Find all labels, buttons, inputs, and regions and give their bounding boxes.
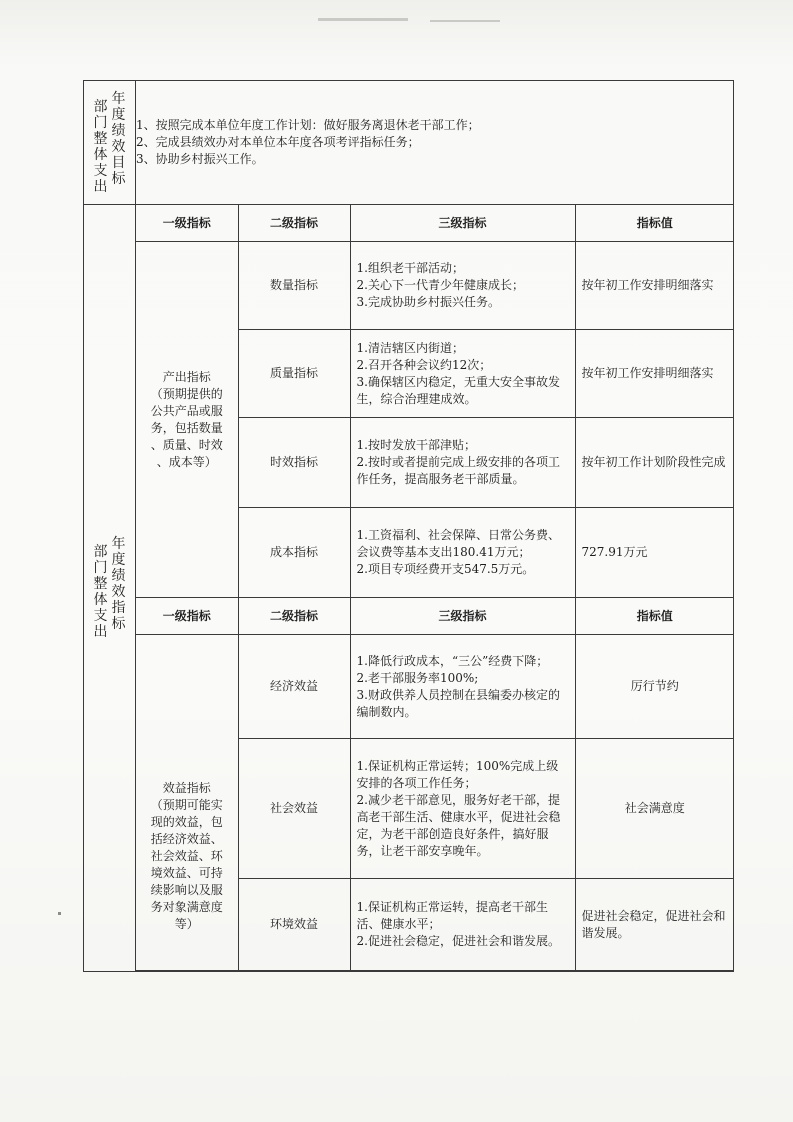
indicator-label-char: 门: [93, 560, 108, 576]
level3-line: 2.减少老干部意见，服务好老干部，提高老干部生活、健康水平，促进社会稳定，为老干部创造良好条件，搞好服务，让老干部安享晚年。: [356, 792, 561, 858]
goal-label-char: 标: [111, 170, 126, 187]
value-quantity: 按年初工作安排明细落实: [575, 242, 734, 330]
indicator-label-char: 标: [111, 616, 126, 632]
goal-label-char: 效: [111, 138, 126, 155]
level3-line: 2.按时或者提前完成上级安排的各项工作任务，提高服务老干部质量。: [356, 455, 560, 486]
level2-social: 社会效益: [238, 739, 350, 879]
value-economic: 厉行节约: [575, 635, 734, 739]
goal-vertical-label: [84, 91, 135, 195]
indicator-label-char: 指: [111, 600, 126, 616]
indicator-label-char: 绩: [111, 568, 126, 584]
goal-label-char: 年: [111, 90, 126, 107]
level3-line: 1.组织老干部活动；: [356, 261, 464, 275]
goal-label-col1: [93, 91, 109, 195]
goal-label-char: 支: [93, 162, 108, 179]
benefit-header-row: [136, 598, 734, 635]
level3-line: 2.老干部服务率100%;: [356, 670, 479, 685]
output-level1-cell: [136, 242, 238, 598]
benefit-level1-line: 社会效益、环: [150, 849, 223, 863]
benefit-level1-cell: [136, 635, 238, 971]
goal-item: 3、协助乡村振兴工作。: [136, 152, 264, 166]
goal-label-char: 度: [111, 106, 126, 123]
goal-content-cell: [136, 81, 734, 205]
header-level2: 二级指标: [238, 598, 350, 635]
level2-quality: 质量指标: [238, 330, 350, 418]
value-quality: 按年初工作安排明细落实: [575, 330, 734, 418]
indicator-label-char: 度: [111, 552, 126, 568]
level3-line: 3.财政供养人员控制在县编委办核定的编制数内。: [356, 687, 560, 719]
benefit-level1-line: 务对象满意度: [150, 900, 223, 914]
indicator-vertical-label: [84, 536, 135, 640]
level3-environment: [350, 879, 575, 971]
goal-label-col2: [111, 91, 127, 195]
level3-line: 1.降低行政成本，“三公”经费下降；: [356, 653, 549, 668]
goal-label-char: 体: [93, 146, 108, 163]
header-value: 指标值: [575, 598, 734, 635]
scan-mark-top: [318, 18, 408, 21]
value-environment: 促进社会稳定，促进社会和谐发展。: [575, 879, 734, 971]
level3-quantity: [350, 242, 575, 330]
benefit-level1-line: 等）: [174, 917, 199, 931]
level2-environment: 环境效益: [238, 879, 350, 971]
indicator-label-col1: [93, 536, 109, 640]
header-level3: 三级指标: [350, 598, 575, 635]
indicator-label-char: 体: [93, 592, 108, 608]
level3-timeliness: [350, 418, 575, 508]
output-header-row: [136, 205, 734, 242]
indicator-label-char: 支: [93, 608, 108, 624]
level3-social: [350, 739, 575, 879]
goal-label-cell: [84, 81, 136, 205]
goal-item: 2、完成县绩效办对本单位本年度各项考评指标任务；: [136, 135, 420, 149]
level2-cost: 成本指标: [238, 508, 350, 598]
header-level1: 一级指标: [136, 205, 238, 242]
level3-quality: [350, 330, 575, 418]
level2-timeliness: 时效指标: [238, 418, 350, 508]
scan-dot-left: [58, 912, 61, 915]
level2-economic: 经济效益: [238, 635, 350, 739]
level3-line: 1.保证机构正常运转，提高老干部生活、健康水平；: [356, 900, 548, 931]
indicator-table: [136, 205, 734, 971]
output-level1-line: 、成本等）: [156, 454, 217, 469]
level2-quantity: 数量指标: [238, 242, 350, 330]
level3-line: 2.召开各种会议约12次；: [356, 357, 492, 372]
level3-line: 1.保证机构正常运转；100%完成上级安排的各项工作任务；: [356, 758, 559, 790]
output-level1-line: 、质量、时效: [150, 437, 223, 452]
value-timeliness: 按年初工作计划阶段性完成: [575, 418, 734, 508]
goal-label-char: 绩: [111, 122, 126, 139]
goal-label-char: 目: [111, 154, 126, 171]
indicator-label-col2: [111, 536, 127, 640]
level3-line: 1.按时发放干部津贴；: [356, 438, 476, 452]
indicator-label-char: 部: [93, 544, 108, 560]
level3-line: 3.确保辖区内稳定，无重大安全事故发生，综合治理建成效。: [356, 374, 560, 406]
value-cost: 727.91万元: [575, 508, 734, 598]
value-social: 社会满意度: [575, 739, 734, 879]
benefit-level1-line: 效益指标: [162, 781, 211, 795]
goal-label-char: 部: [93, 98, 108, 115]
indicator-content-cell: [136, 205, 734, 972]
goal-label-char: 整: [93, 130, 108, 147]
indicator-label-char: 年: [111, 536, 126, 552]
performance-target-table: [83, 80, 734, 972]
goal-label-char: 出: [93, 178, 108, 195]
header-level2: 二级指标: [238, 205, 350, 242]
benefit-level1-line: 境效益、可持: [150, 866, 223, 880]
indicator-label-char: 出: [93, 624, 108, 640]
level3-cost: [350, 508, 575, 598]
goal-item: 1、按照完成本单位年度工作计划：做好服务离退休老干部工作；: [136, 118, 480, 132]
level3-line: 1.工资福利、社会保障、日常公务费、会议费等基本支出180.41万元；: [356, 528, 560, 559]
output-level1-line: 公共产品或服: [150, 403, 223, 418]
indicator-label-char: 整: [93, 576, 108, 592]
benefit-level1-line: 续影响以及服: [150, 883, 223, 897]
output-row-quantity: [136, 242, 734, 330]
level3-line: 2.关心下一代青少年健康成长；: [356, 278, 524, 292]
output-level1-line: （预期提供的: [150, 386, 223, 401]
benefit-level1-line: （预期可能实: [150, 798, 223, 812]
benefit-level1-line: 现的效益，包: [150, 815, 223, 829]
benefit-level1-line: 括经济效益、: [150, 832, 223, 846]
goal-label-char: 门: [93, 114, 108, 131]
scan-mark-top-right: [430, 20, 500, 22]
level3-line: 3.完成协助乡村振兴任务。: [356, 295, 500, 309]
benefit-row-economic: [136, 635, 734, 739]
header-value: 指标值: [575, 205, 734, 242]
header-level1: 一级指标: [136, 598, 238, 635]
goal-row: [84, 81, 734, 205]
indicator-label-char: 效: [111, 584, 126, 600]
output-level1-line: 务，包括数量: [150, 420, 223, 435]
level3-economic: [350, 635, 575, 739]
level3-line: 1.清洁辖区内街道；: [356, 340, 464, 355]
indicator-label-cell: [84, 205, 136, 972]
indicator-row: [84, 205, 734, 972]
output-level1-line: 产出指标: [162, 369, 211, 384]
header-level3: 三级指标: [350, 205, 575, 242]
level3-line: 2.促进社会稳定，促进社会和谐发展。: [356, 934, 560, 948]
level3-line: 2.项目专项经费开支547.5万元。: [356, 562, 535, 576]
